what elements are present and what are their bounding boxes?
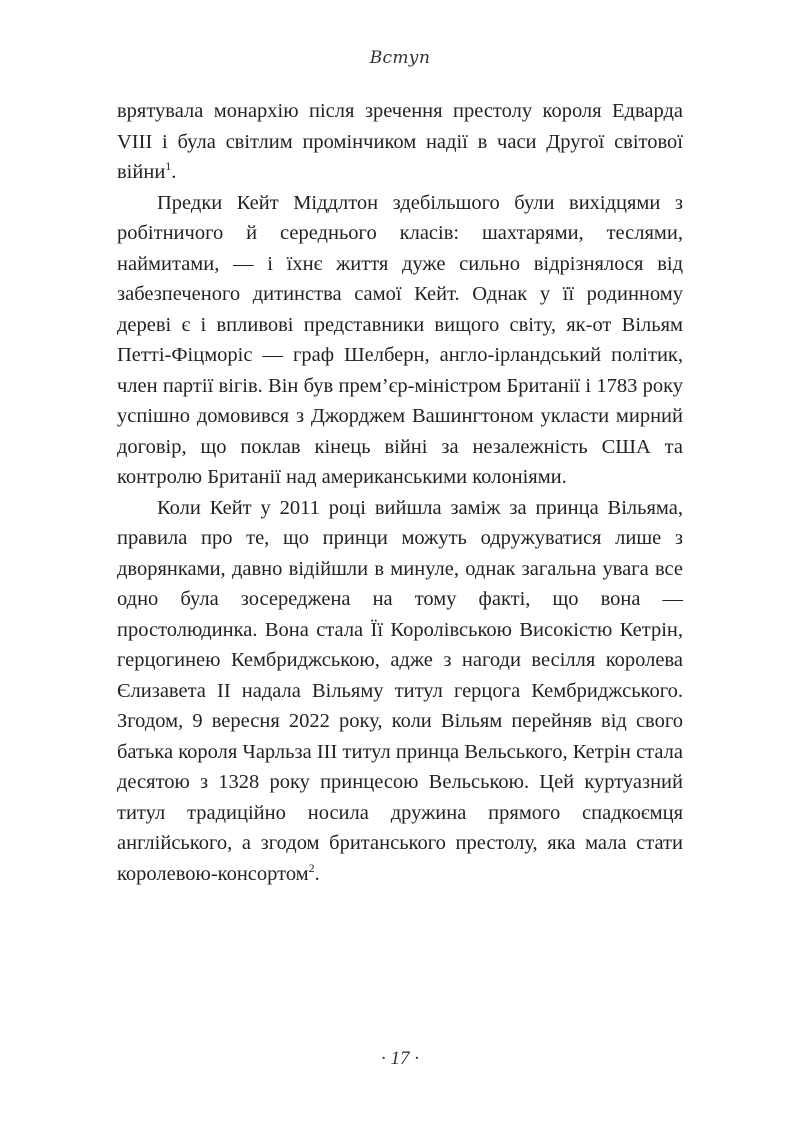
paragraph-3-text: Коли Кейт у 2011 році вийшла заміж за принца Вільяма, правила про те, що принци можуть одружуватися лише з дворянками, давно відійшли в минуле, однак загальна увага все одно була зосереджена на тому факті, що вона — простолюдинка. Вона стала Її Королівською Високістю Кетрін, герцогинею Кембриджською, адже з нагоди весілля королева Єлизавета II надала Вільяму титул герцога Кембриджського. Згодом, 9 вересня 2022 року, коли Вільям перейняв від свого батька короля Чарльза III титул принца Вельського, Кетрін стала десятою з 1328 року принцесою Вельською. Цей куртуазний титул традиційно носила дружина прямого спадкоємця англійського, а згодом британського престолу, яка мала стати королевою-консортом — [117, 496, 683, 885]
paragraph-3-end: . — [314, 862, 320, 885]
paragraph-1 — [117, 96, 683, 188]
page-number: · 17 · — [381, 1048, 419, 1069]
paragraph-1-end: . — [171, 161, 177, 183]
body-text — [117, 96, 683, 889]
footnote-ref-1[interactable]: 1 — [165, 159, 172, 174]
paragraph-2 — [117, 188, 683, 493]
paragraph-3 — [117, 493, 683, 890]
running-head: Вступ — [369, 48, 431, 68]
paragraph-1-text: врятувала монархію після зречення престолу короля Едварда VIII і була світлим промінчиком надії в часи Другої світової війни — [117, 100, 683, 183]
paragraph-2-text: Предки Кейт Міддлтон здебільшого були вихідцями з робітничого й середнього класів: шахтарями, теслями, наймитами, — і їхнє життя дуже сильно відрізнялося від забезпеченого дитинства самої Кейт. Однак у її родинному дереві є і впливові представники вищого світу, як-от Вільям Петті-Фіцморіс — граф Шелберн, англо-ірландський політик, член партії вігів. Він був прем’єр-міністром Британії і 1783 року успішно домовився з Джорджем Вашингтоном укласти мирний договір, що поклав кінець війні за незалежність США та контролю Британії над американськими колоніями. — [117, 191, 683, 488]
footnote-ref-2[interactable]: 2 — [308, 860, 315, 875]
